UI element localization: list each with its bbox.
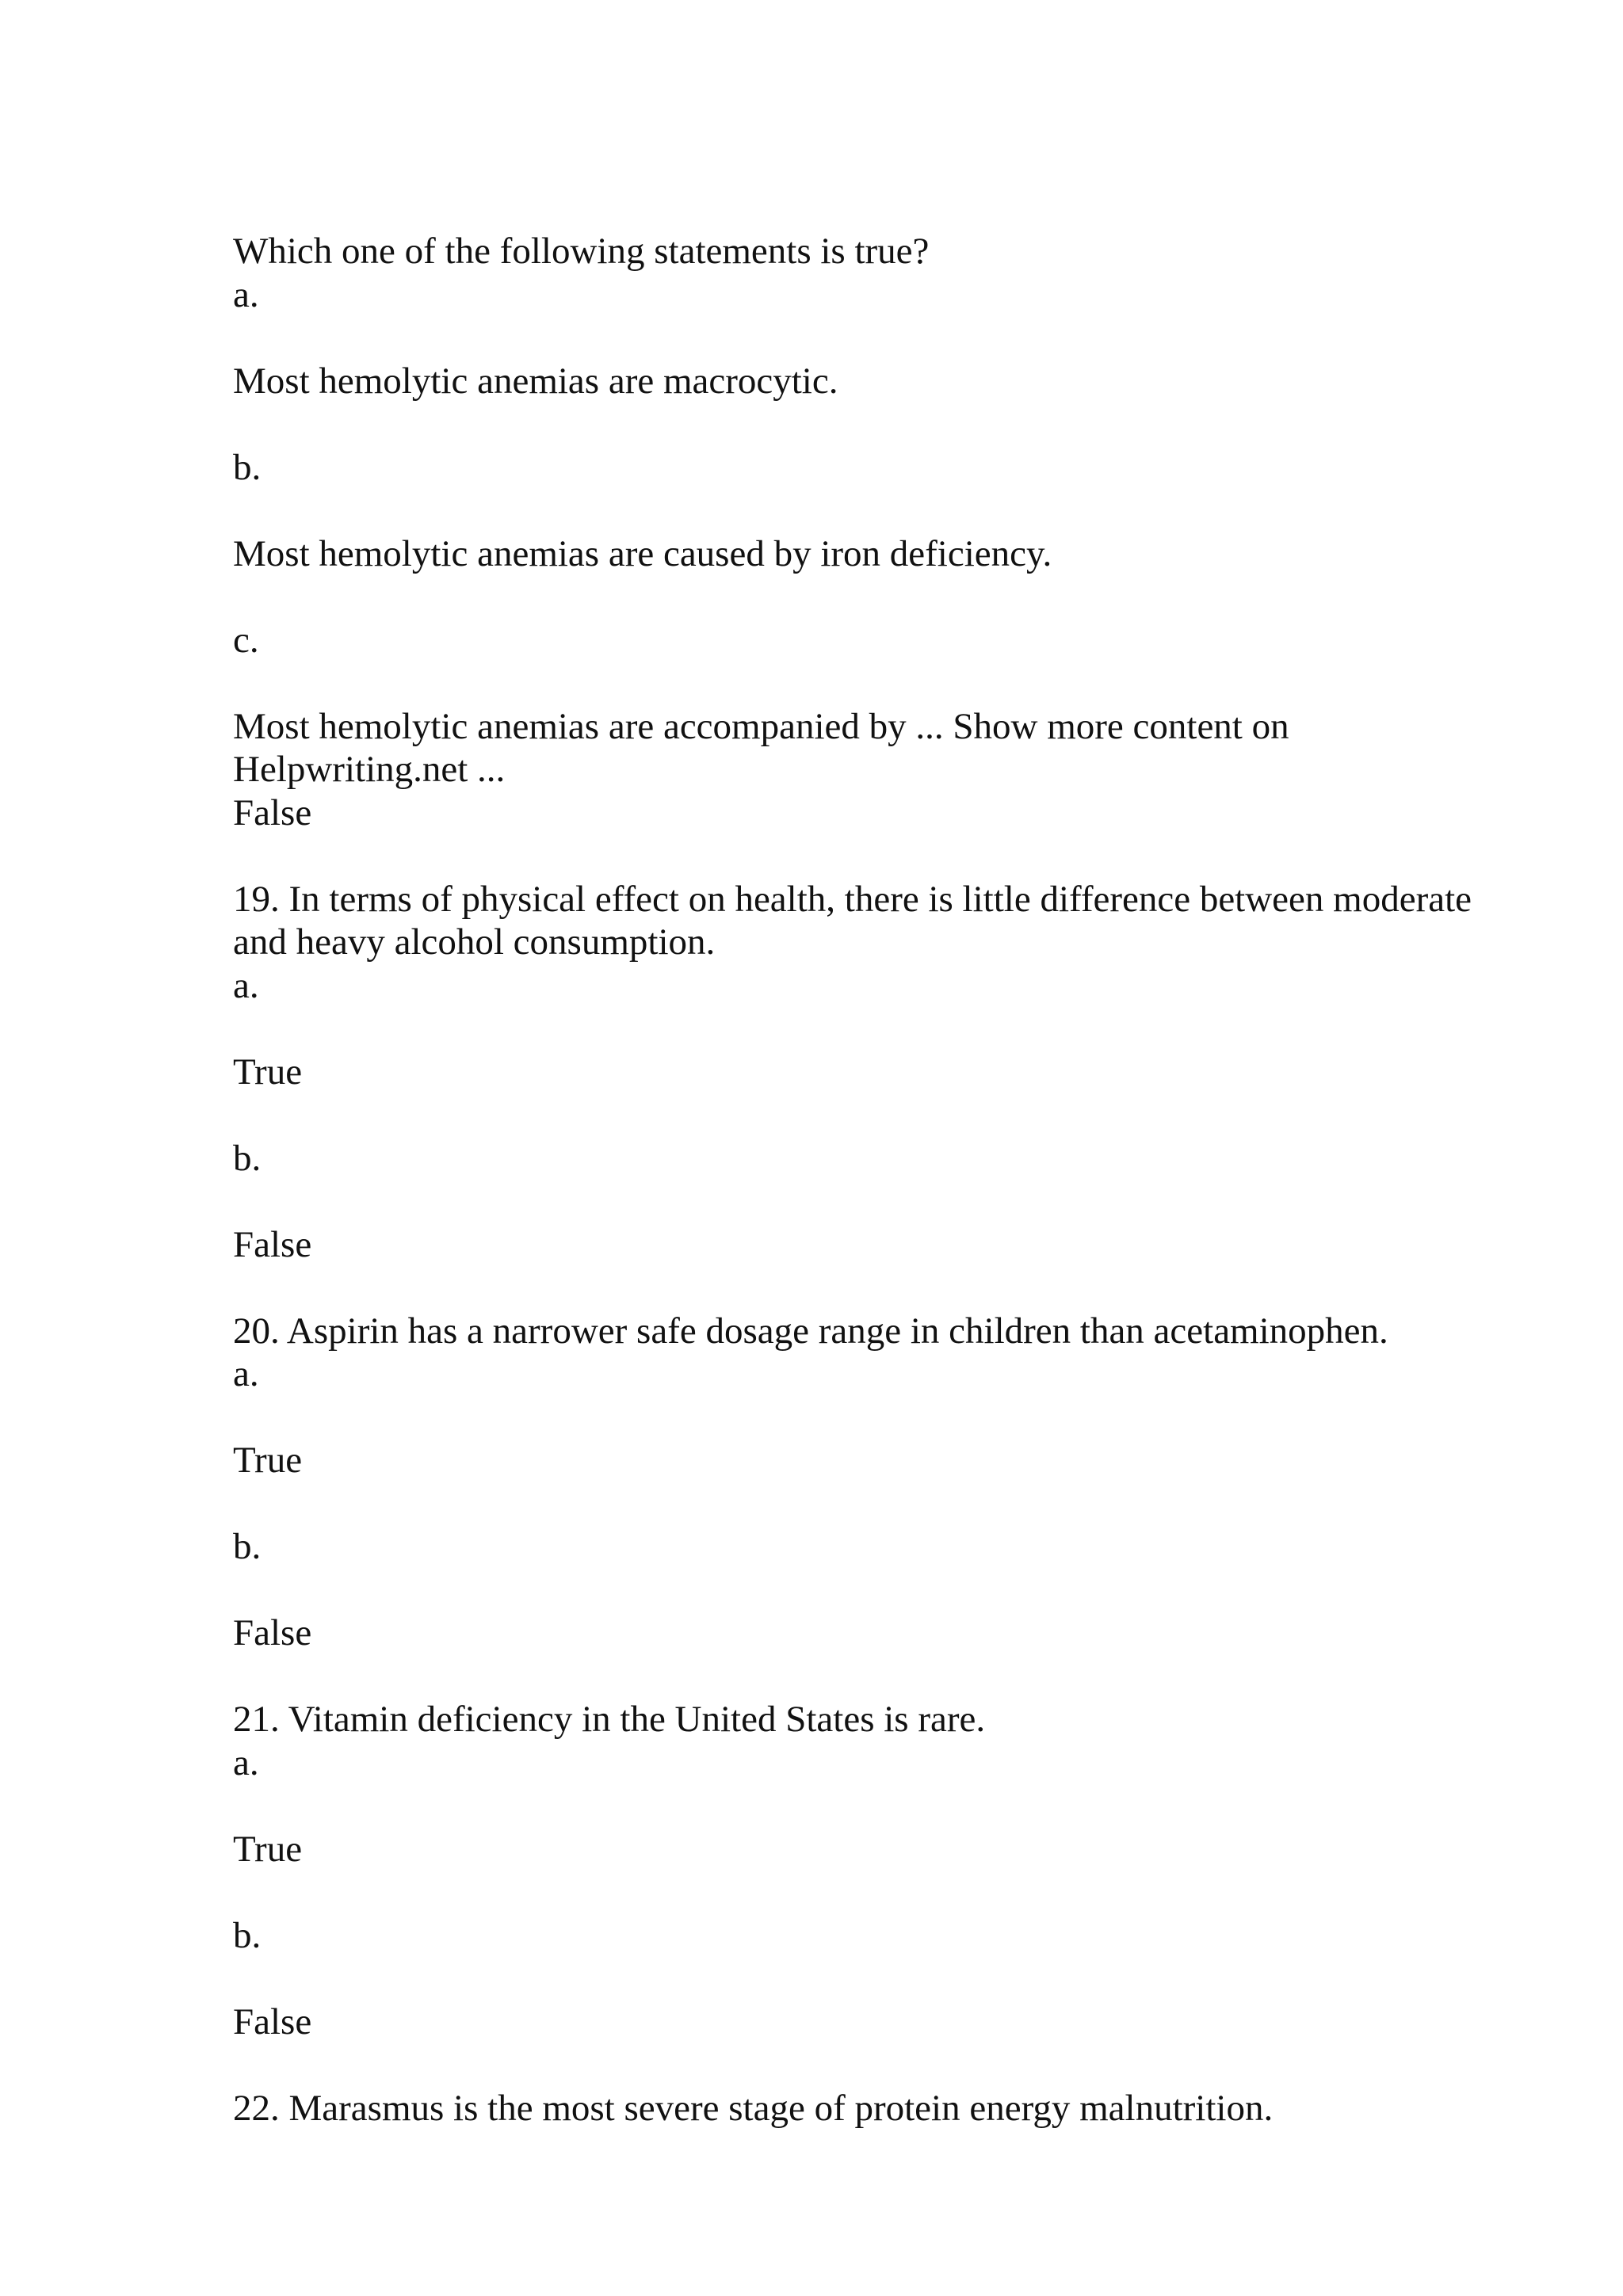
option-text-false: False [233, 1612, 312, 1653]
question-20-text: 20. Aspirin has a narrower safe dosage range in children than acetaminophen. [233, 1310, 1388, 1352]
blank-line [233, 1007, 1485, 1051]
blank-line [233, 489, 1485, 532]
blank-line [233, 834, 1485, 878]
option-label-b: b. [233, 1526, 262, 1567]
blank-line [233, 1266, 1485, 1310]
option-text-a: Most hemolytic anemias are macrocytic. [233, 360, 838, 402]
option-text-false: False [233, 2000, 312, 2042]
answer-text: False [233, 791, 312, 833]
option-text-b: Most hemolytic anemias are caused by iron deficiency. [233, 532, 1052, 574]
option-label-b: b. [233, 446, 262, 488]
question-22-text: 22. Marasmus is the most severe stage of protein energy malnutrition. [233, 2087, 1274, 2129]
blank-line [233, 1093, 1485, 1137]
option-label-b: b. [233, 1137, 262, 1179]
source-note: Helpwriting.net ... [233, 749, 506, 790]
blank-line [233, 1784, 1485, 1828]
option-label-b: b. [233, 1914, 262, 1956]
blank-line [233, 2043, 1485, 2087]
blank-line [233, 1482, 1485, 1526]
blank-line [233, 1569, 1485, 1612]
blank-line [233, 575, 1485, 619]
blank-line [233, 1871, 1485, 1914]
option-text-c: Most hemolytic anemias are accompanied by ... Show more content on [233, 705, 1289, 747]
option-label-a: a. [233, 964, 259, 1006]
question-19-text: 19. In terms of physical effect on health, there is little difference between moderate [233, 878, 1472, 920]
blank-line [233, 1655, 1485, 1699]
blank-line [233, 662, 1485, 705]
blank-line [233, 1180, 1485, 1223]
option-text-false: False [233, 1223, 312, 1265]
option-label-c: c. [233, 619, 259, 661]
option-label-a: a. [233, 273, 259, 315]
document-body [233, 230, 1485, 2130]
blank-line [233, 1396, 1485, 1440]
question-prompt: Which one of the following statements is true? [233, 231, 930, 272]
question-21-text: 21. Vitamin deficiency in the United States is rare. [233, 1699, 986, 1740]
question-19-text-continued: and heavy alcohol consumption. [233, 921, 716, 963]
blank-line [233, 402, 1485, 446]
blank-line [233, 1957, 1485, 2000]
option-label-a: a. [233, 1741, 259, 1783]
blank-line [233, 316, 1485, 360]
option-text-true: True [233, 1051, 303, 1093]
option-text-true: True [233, 1828, 303, 1870]
option-label-a: a. [233, 1353, 259, 1394]
option-text-true: True [233, 1440, 303, 1481]
